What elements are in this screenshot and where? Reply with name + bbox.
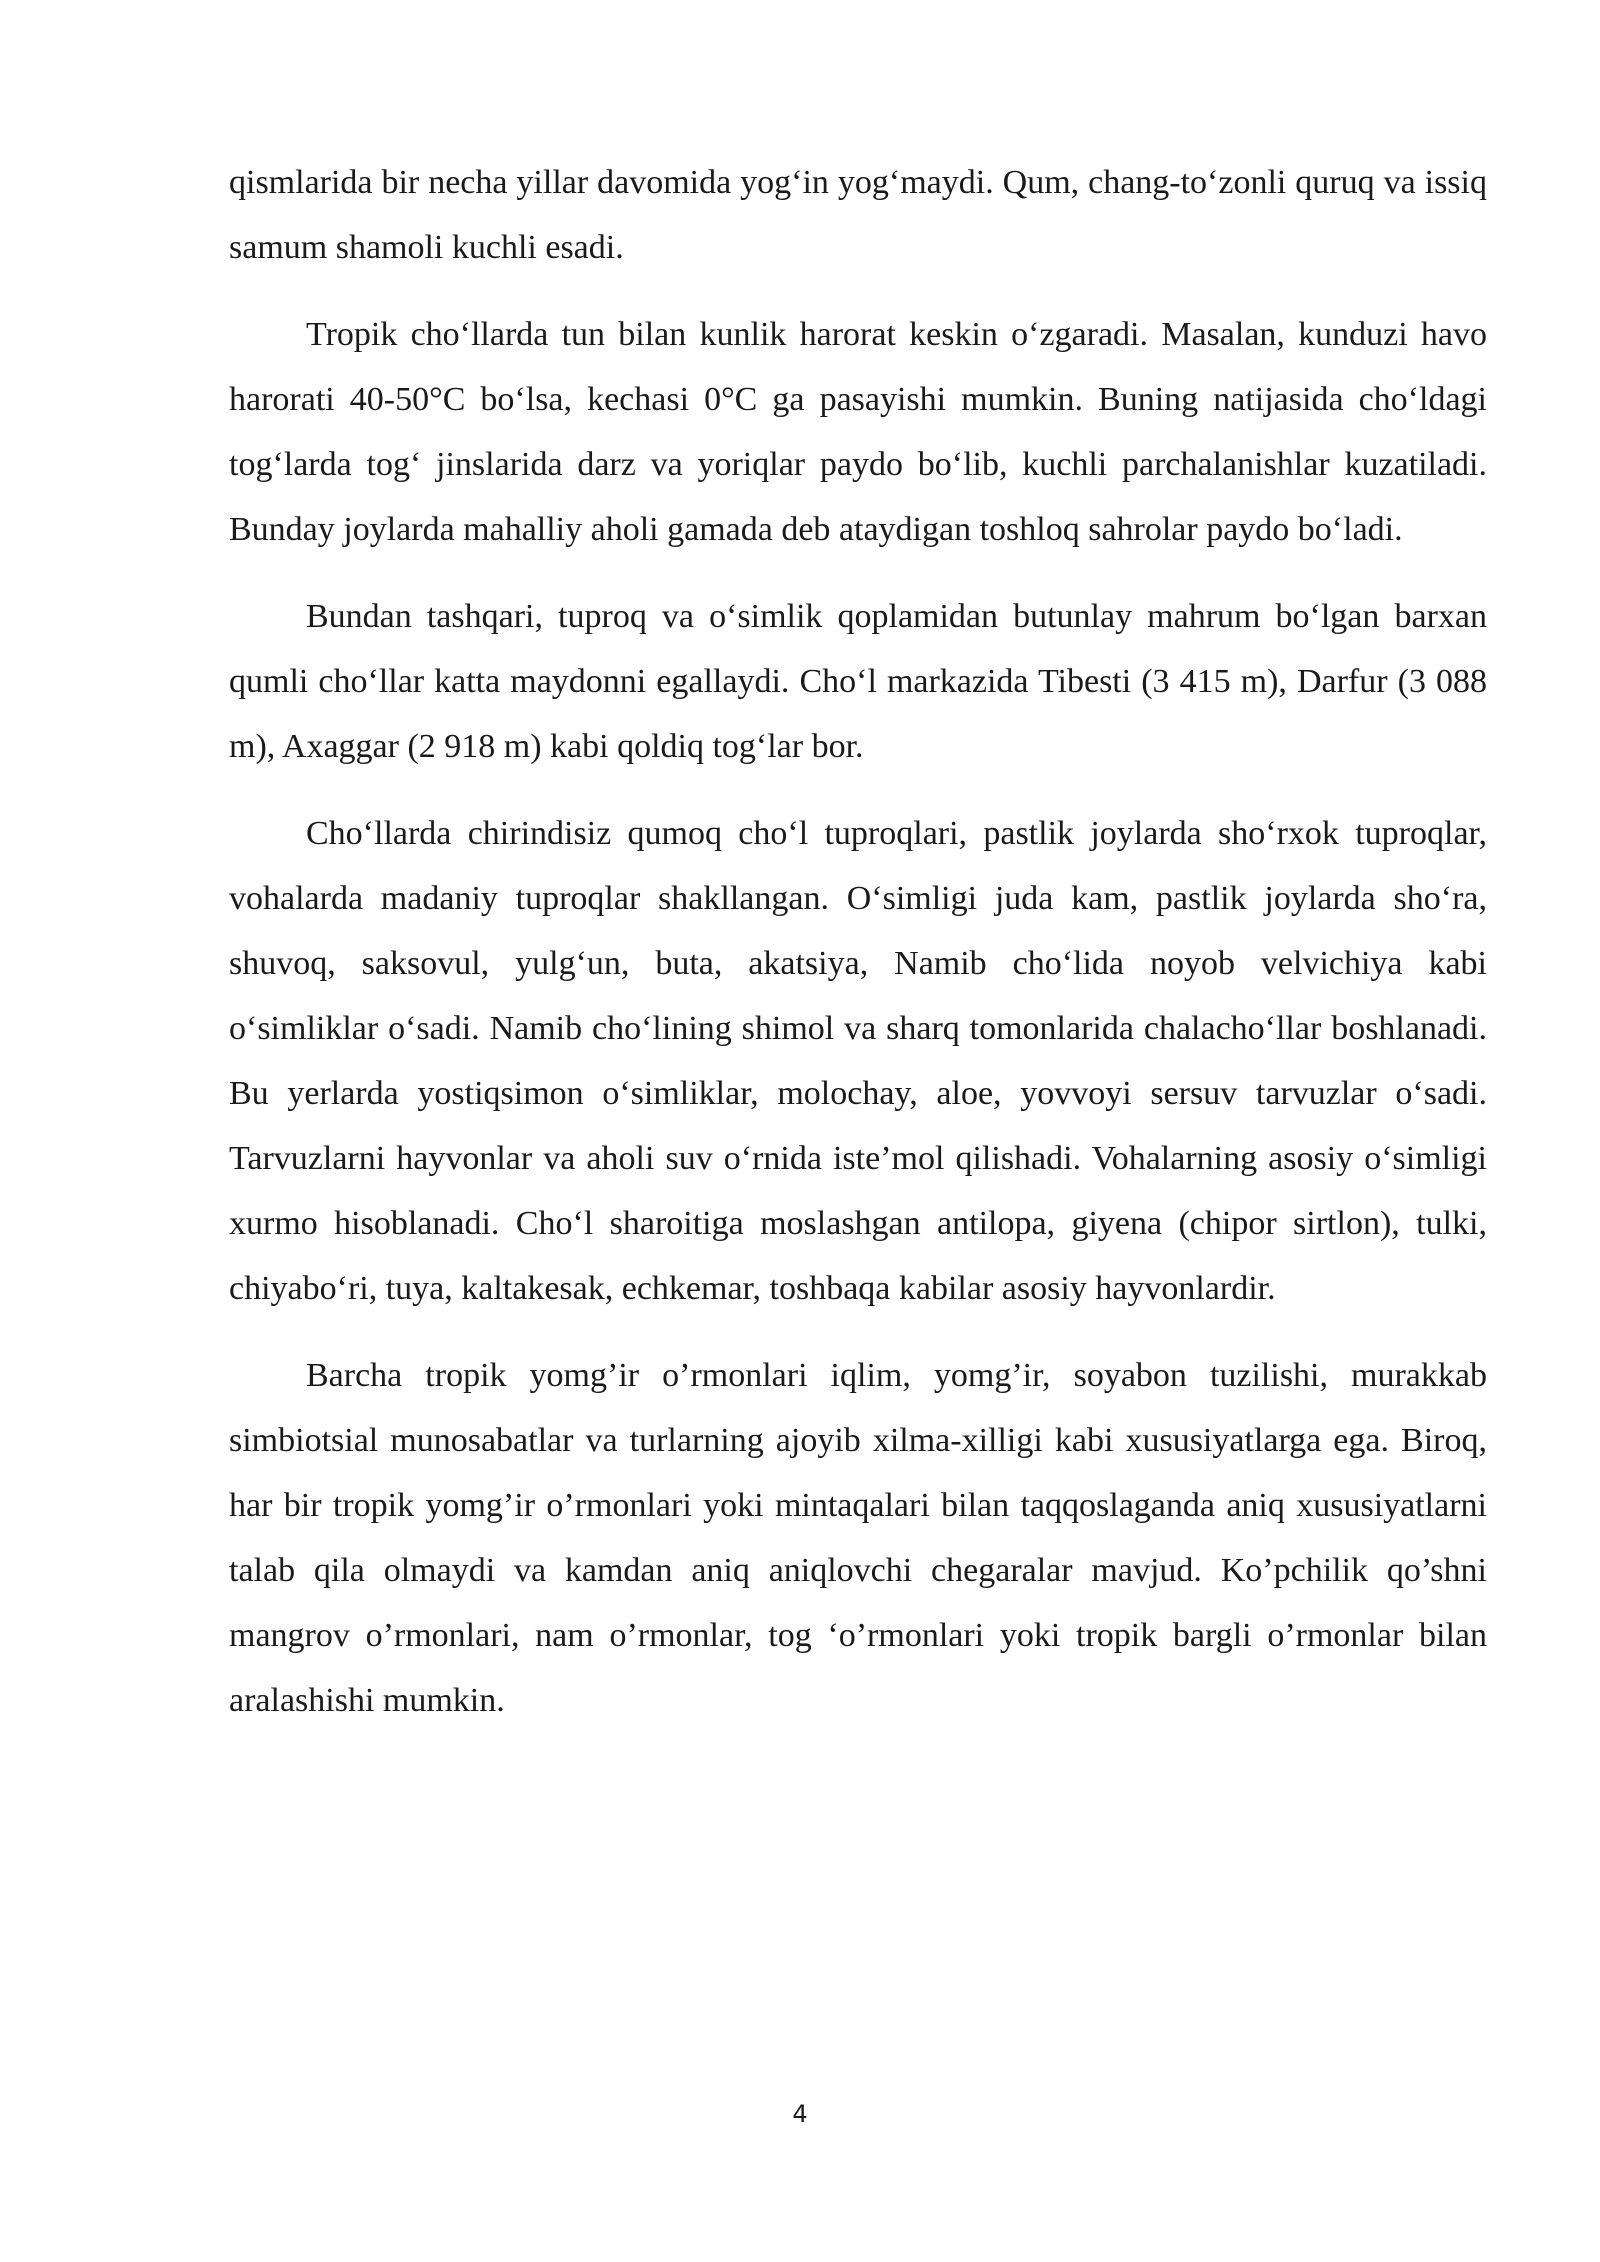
- paragraph-desert-soils-flora-fauna: Cho‘llarda chirindisiz qumoq cho‘l tuproqlari, pastlik joylarda sho‘rxok tuproqlar, vohalarda madaniy tuproqlar shakllangan. O‘simligi juda kam, pastlik joylarda sho‘ra, shuvoq, saksovul, yulg‘un, buta, akatsiya, Namib cho‘lida noyob velvichiya kabi o‘simliklar o‘sadi. Namib cho‘lining shimol va sharq tomonlarida chalacho‘llar boshlanadi. Bu yerlarda yostiqsimon o‘simliklar, molochay, aloe, yovvoyi sersuv tarvuzlar o‘sadi. Tarvuzlarni hayvonlar va aholi suv o‘rnida iste’mol qilishadi. Vohalarning asosiy o‘simligi xurmo hisoblanadi. Cho‘l sharoitiga moslashgan antilopa, giyena (chipor sirtlon), tulki, chiyabo‘ri, tuya, kaltakesak, echkemar, toshbaqa kabilar asosiy hayvonlardir.: [229, 815, 1487, 1307]
- paragraph-continued: qismlarida bir necha yillar davomida yog‘in yog‘maydi. Qum, chang-to‘zonli quruq va issiq samum shamoli kuchli esadi.: [229, 164, 1487, 266]
- paragraph-tropical-rainforests: Barcha tropik yomg’ir o’rmonlari iqlim, yomg’ir, soyabon tuzilishi, murakkab simbiotsial munosabatlar va turlarning ajoyib xilma-xilligi kabi xususiyatlarga ega. Biroq, har bir tropik yomg’ir o’rmonlari yoki mintaqalari bilan taqqoslaganda aniq xususiyatlarni talab qila olmaydi va kamdan aniq aniqlovchi chegaralar mavjud. Ko’pchilik qo’shni mangrov o’rmonlari, nam o’rmonlar, tog ‘o’rmonlari yoki tropik bargli o’rmonlar bilan aralashishi mumkin.: [229, 1357, 1487, 1719]
- paragraph-barkhan-sand-deserts: Bundan tashqari, tuproq va o‘simlik qoplamidan butunlay mahrum bo‘lgan barxan qumli cho‘llar katta maydonni egallaydi. Cho‘l markazida Tibesti (3 415 m), Darfur (3 088 m), Axaggar (2 918 m) kabi qoldiq tog‘lar bor.: [229, 598, 1487, 765]
- document-body: [229, 150, 1487, 1755]
- paragraph-tropical-deserts-temperature: Tropik cho‘llarda tun bilan kunlik harorat keskin o‘zgaradi. Masalan, kunduzi havo harorati 40-50°C bo‘lsa, kechasi 0°C ga pasayishi mumkin. Buning natijasida cho‘ldagi tog‘larda tog‘ jinslarida darz va yoriqlar paydo bo‘lib, kuchli parchalanishlar kuzatiladi. Bunday joylarda mahalliy aholi gamada deb ataydigan toshloq sahrolar paydo bo‘ladi.: [229, 316, 1487, 548]
- page-number: 4: [792, 2100, 808, 2128]
